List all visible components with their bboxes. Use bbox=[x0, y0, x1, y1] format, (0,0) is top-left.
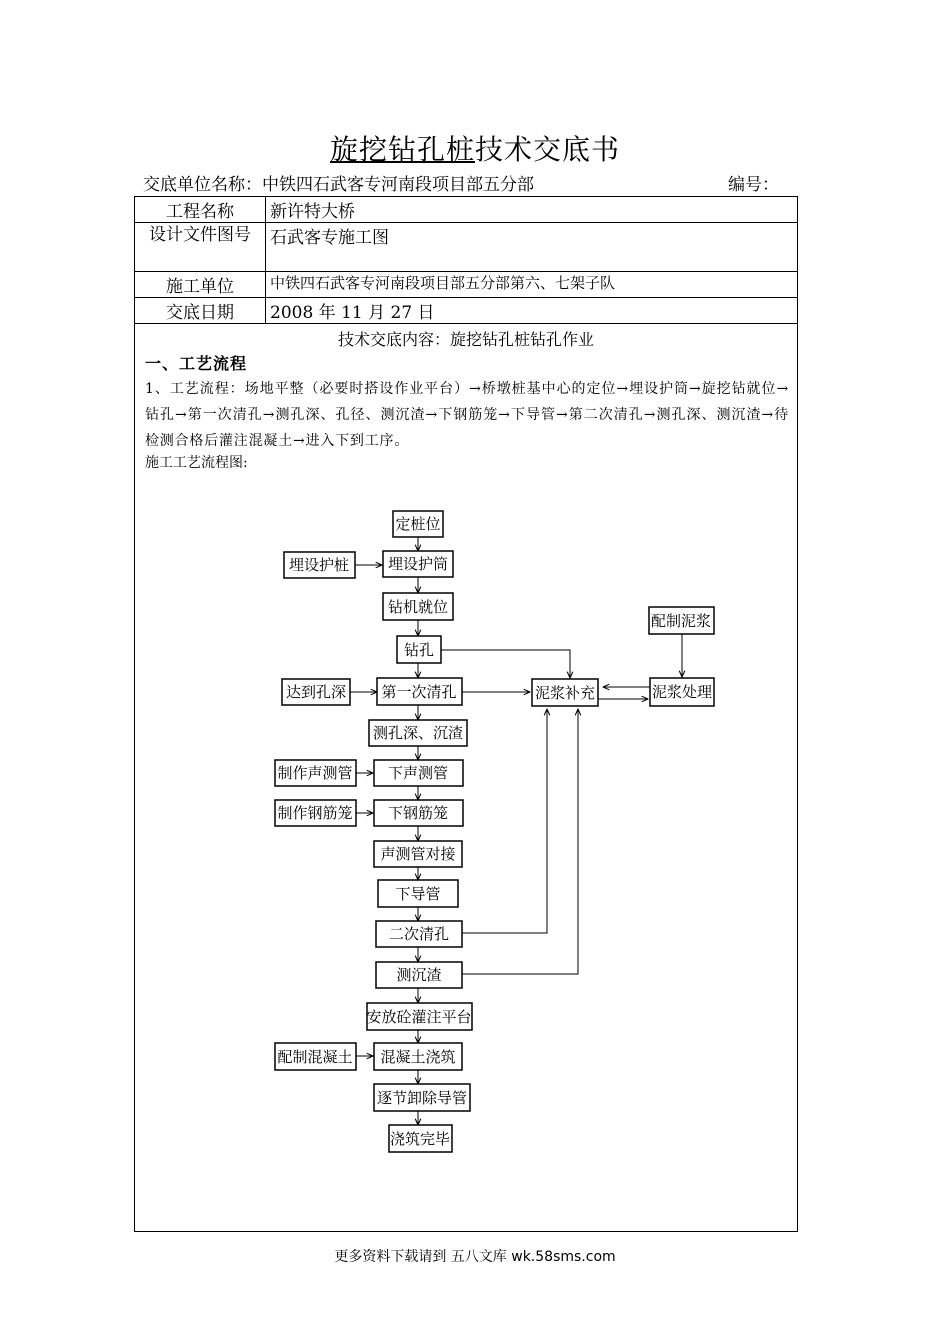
flow-step-label: 测沉渣 bbox=[396, 966, 442, 984]
flow-step bbox=[376, 921, 462, 947]
flow-step-label: 第一次清孔 bbox=[381, 683, 457, 701]
flow-step-label: 配制混凝土 bbox=[277, 1048, 353, 1066]
section-heading: 一、工艺流程 bbox=[145, 354, 248, 373]
flow-mud-node bbox=[649, 607, 714, 634]
flow-step bbox=[377, 678, 462, 705]
flow-step-label: 达到孔深 bbox=[285, 683, 347, 701]
flow-step bbox=[397, 636, 441, 663]
flow-step bbox=[374, 760, 463, 786]
footer-note: 更多资料下载请到 五八文库 wk.58sms.com bbox=[334, 1249, 616, 1265]
flow-step-label: 逐节卸除导管 bbox=[376, 1089, 468, 1107]
flow-step-label: 下钢筋笼 bbox=[387, 804, 449, 822]
flow-step-label: 制作声测管 bbox=[277, 764, 353, 782]
flow-step-label: 配制泥浆 bbox=[650, 612, 712, 630]
flow-step bbox=[374, 841, 462, 867]
number-label: 编号： bbox=[728, 175, 779, 195]
flow-step-label: 下导管 bbox=[395, 885, 441, 903]
process-paragraph: 1、工艺流程：场地平整（必要时搭设作业平台）→桥墩桩基中心的定位→埋设护筒→旋挖钻就位→钻孔→第一次清孔→测孔深、孔径、测沉渣→下钢筋笼→下导管→第二次清孔→测孔深、测沉渣→待检测合格后灌注混凝土→进入下到工序。 bbox=[145, 381, 789, 449]
flow-step-label: 泥浆处理 bbox=[651, 683, 713, 701]
flow-step bbox=[366, 1003, 472, 1030]
flow-mud-node bbox=[650, 678, 714, 706]
flow-input-left bbox=[275, 760, 356, 786]
flow-step bbox=[393, 511, 443, 537]
flow-step bbox=[374, 800, 463, 826]
value-construction-unit: 中铁四石武客专河南段项目部五分部第六、七架子队 bbox=[266, 272, 798, 298]
value-date: 2008 年 11 月 27 日 bbox=[266, 298, 798, 324]
label-project-name: 工程名称 bbox=[135, 197, 266, 223]
flow-input-left bbox=[275, 800, 356, 826]
flow-input-left bbox=[284, 552, 355, 578]
flow-step bbox=[378, 880, 458, 907]
unit-name-line: 交底单位名称：中铁四石武客专河南段项目部五分部 bbox=[143, 175, 534, 195]
flow-step-label: 泥浆补充 bbox=[534, 684, 596, 702]
flow-input-left bbox=[275, 1043, 356, 1070]
flow-step-label: 安放砼灌注平台 bbox=[366, 1008, 472, 1026]
flow-step-label: 二次清孔 bbox=[388, 925, 450, 943]
flow-step bbox=[374, 1084, 470, 1111]
label-date: 交底日期 bbox=[135, 298, 266, 324]
flow-step-label: 埋设护桩 bbox=[288, 556, 350, 574]
flow-step-label: 制作钢筋笼 bbox=[277, 804, 353, 822]
title-underlined: 旋挖钻孔桩 bbox=[329, 133, 475, 166]
flow-step-label: 声测管对接 bbox=[380, 845, 456, 863]
flow-step bbox=[383, 593, 453, 620]
flow-step-label: 埋设护筒 bbox=[387, 555, 449, 573]
flow-step bbox=[376, 962, 462, 988]
flow-step-label: 钻机就位 bbox=[387, 598, 449, 616]
flowchart-caption: 施工工艺流程图: bbox=[145, 455, 248, 471]
flow-step-label: 下声测管 bbox=[387, 764, 449, 782]
flow-step-label: 测孔深、沉渣 bbox=[372, 724, 464, 742]
flow-mud-node bbox=[532, 679, 598, 706]
flow-step-label: 定桩位 bbox=[395, 515, 441, 533]
flow-step bbox=[383, 551, 453, 577]
label-design-doc: 设计文件图号 bbox=[135, 223, 266, 272]
title-rest: 技术交底书 bbox=[475, 133, 621, 166]
flow-step bbox=[369, 720, 467, 746]
flow-step-label: 浇筑完毕 bbox=[389, 1130, 451, 1148]
flow-step-label: 钻孔 bbox=[403, 641, 435, 659]
value-project-name: 新许特大桥 bbox=[266, 197, 798, 223]
flow-input-left bbox=[282, 679, 350, 705]
value-design-doc: 石武客专施工图 bbox=[266, 223, 798, 272]
label-construction-unit: 施工单位 bbox=[135, 272, 266, 298]
flow-step bbox=[389, 1125, 452, 1152]
flow-step-label: 混凝土浇筑 bbox=[380, 1048, 456, 1066]
content-header: 技术交底内容：旋挖钻孔桩钻孔作业 bbox=[337, 330, 594, 349]
flow-step bbox=[374, 1043, 462, 1070]
